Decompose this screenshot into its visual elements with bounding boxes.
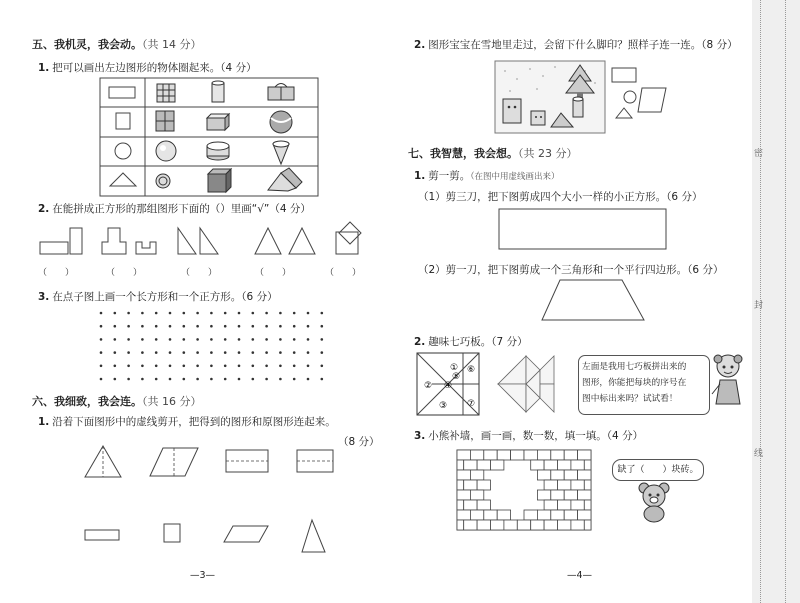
girl-speech-bubble: 左面是我用七巧板拼出来的 图形，你能把每块的序号在 图中标出来吗？试试看！: [578, 355, 710, 415]
grid-dot: [169, 351, 172, 354]
section-7-points: （共 23 分）: [518, 147, 578, 160]
wall-brick: [531, 460, 544, 470]
tent-prism-icon: [268, 168, 302, 191]
grid-dot: [196, 338, 199, 341]
wall-brick: [571, 460, 584, 470]
wall-brick: [578, 490, 591, 500]
wall-brick: [457, 500, 464, 510]
wall-brick: [457, 520, 464, 530]
tangram-fish-figure[interactable]: [496, 354, 558, 416]
grid-dot: [169, 338, 172, 341]
gutter-char-feng: 封: [754, 301, 764, 311]
wall-brick: [544, 480, 557, 490]
rubiks-cube-icon: [157, 84, 175, 102]
ball-icon: [270, 111, 292, 133]
tangram-label-1: ①: [450, 363, 459, 373]
grid-dot: [293, 312, 296, 315]
grid-dot: [100, 351, 103, 354]
wall-brick: [584, 460, 591, 470]
gutter-char-mi: 密: [754, 149, 764, 159]
grid-dot: [169, 325, 172, 328]
grid-dot: [155, 378, 158, 381]
footprint-shapes: [608, 64, 668, 126]
grid-dot: [196, 325, 199, 328]
tangram-square: [416, 352, 480, 416]
question-5-2: 2. 在能拼成正方形的那组图形下面的（）里画“√”（4 分）: [38, 203, 311, 215]
grid-dot: [127, 312, 130, 315]
question-6-1: 1. 沿着下面图形中的虚线剪开，把得到的图形和原图形连起来。: [38, 416, 336, 428]
grid-dot: [210, 325, 213, 328]
grid-dot: [141, 365, 144, 368]
wall-brick: [558, 500, 571, 510]
wall-brick: [584, 500, 591, 510]
grid-dot: [114, 365, 117, 368]
wall-brick: [558, 480, 571, 490]
tangram-label-4: ④: [444, 381, 453, 391]
grid-dot: [279, 378, 282, 381]
grid-dot: [196, 351, 199, 354]
wall-brick: [558, 460, 571, 470]
wall-brick: [578, 450, 591, 460]
box-icon: [207, 114, 229, 130]
grid-dot: [169, 365, 172, 368]
cube-character-icon: [531, 111, 545, 125]
grid-dot: [114, 338, 117, 341]
section-6-heading: [32, 393, 202, 409]
grid-dot: [114, 325, 117, 328]
grid-dot: [224, 325, 227, 328]
wall-brick: [571, 520, 584, 530]
grid-dot: [252, 338, 255, 341]
wall-brick: [564, 450, 577, 460]
wall-brick: [511, 450, 524, 460]
grid-dot: [307, 338, 310, 341]
grid-dot: [183, 365, 186, 368]
grid-dot: [127, 325, 130, 328]
cake-icon: [207, 142, 229, 160]
wall-brick: [491, 520, 504, 530]
grid-dot: [321, 312, 324, 315]
grid-dot: [321, 325, 324, 328]
wall-brick: [537, 510, 550, 520]
question-7-1-part-1: （1）剪三刀，把下图剪成四个大小一样的小正方形。（6 分）: [418, 191, 703, 203]
cylinder-character-icon: [573, 97, 583, 117]
wall-brick: [578, 470, 591, 480]
question-5-3: 3. 在点子图上画一个长方形和一个正方形。（6 分）: [38, 291, 278, 303]
grid-dot: [114, 312, 117, 315]
answer-paren-2[interactable]: （ ）: [106, 268, 143, 278]
wall-brick: [484, 510, 497, 520]
wall-brick: [477, 500, 490, 510]
wall-brick: [584, 480, 591, 490]
grid-dot: [293, 378, 296, 381]
wall-brick: [470, 470, 483, 480]
grid-dot: [183, 312, 186, 315]
square-composition-options: [40, 222, 370, 262]
grid-dot: [210, 351, 213, 354]
grid-dot: [224, 365, 227, 368]
wall-brick: [537, 470, 550, 480]
grid-dot: [100, 365, 103, 368]
wall-brick: [524, 450, 537, 460]
question-5-1: 1. 把可以画出左边图形的物体圈起来。（4 分）: [38, 62, 257, 74]
wall-brick: [531, 520, 544, 530]
grid-dot: [307, 351, 310, 354]
bear-character-icon: [636, 482, 672, 522]
wall-brick: [571, 480, 584, 490]
snow-scene-image: [495, 61, 607, 135]
wall-brick: [551, 490, 564, 500]
grid-dot: [293, 365, 296, 368]
gutter-char-xian: 线: [754, 449, 764, 459]
cut-shapes-pieces: [80, 518, 350, 558]
grid-dot: [183, 338, 186, 341]
grid-dot: [321, 378, 324, 381]
grid-dot: [321, 351, 324, 354]
wall-brick: [524, 510, 537, 520]
grid-dot: [196, 378, 199, 381]
grid-dot: [279, 365, 282, 368]
grid-dot: [169, 378, 172, 381]
grid-dot: [114, 378, 117, 381]
question-6-1-points: （8 分）: [338, 436, 380, 448]
wall-brick: [544, 500, 557, 510]
grid-dot: [307, 312, 310, 315]
wall-brick: [457, 450, 470, 460]
grid-dot: [252, 325, 255, 328]
grid-dot: [265, 365, 268, 368]
grid-dot: [265, 312, 268, 315]
tangram-label-7: ⑦: [467, 399, 476, 409]
grid-dot: [252, 351, 255, 354]
grid-dot: [114, 351, 117, 354]
answer-paren-6[interactable]: （ ）: [325, 268, 362, 278]
section-6-title: 六、我细致，我会连。: [32, 395, 142, 408]
wall-brick: [457, 490, 470, 500]
grid-dot: [196, 365, 199, 368]
grid-dot: [252, 312, 255, 315]
grid-dot: [238, 338, 241, 341]
wall-brick: [517, 520, 530, 530]
grid-dot: [127, 365, 130, 368]
bear-speech-bubble: [612, 459, 704, 481]
shape-object-grid: [100, 78, 320, 198]
tangram-label-3: ③: [439, 401, 448, 411]
grid-dot: [279, 338, 282, 341]
wall-brick: [564, 470, 577, 480]
grid-dot: [238, 312, 241, 315]
page-number-right: —4—: [567, 570, 593, 581]
grid-dot: [169, 312, 172, 315]
wall-brick: [464, 500, 477, 510]
wall-brick: [584, 520, 591, 530]
gift-cube-icon: [156, 111, 174, 131]
grid-dot: [293, 325, 296, 328]
wall-brick: [464, 520, 477, 530]
grid-dot: [155, 351, 158, 354]
grid-dot: [238, 365, 241, 368]
wall-brick: [544, 460, 557, 470]
brick-wall[interactable]: [456, 449, 592, 531]
grid-dot: [265, 338, 268, 341]
grid-dot: [141, 378, 144, 381]
grid-dot: [100, 338, 103, 341]
grid-dot: [127, 378, 130, 381]
grid-dot: [265, 351, 268, 354]
grid-dot: [224, 338, 227, 341]
grid-dot: [238, 351, 241, 354]
grid-dot: [238, 325, 241, 328]
dot-grid[interactable]: [98, 310, 333, 382]
wall-brick: [578, 510, 591, 520]
wall-brick: [477, 460, 490, 470]
rectangle-to-cut[interactable]: [498, 208, 668, 252]
section-5-heading: [32, 36, 202, 52]
grid-dot: [224, 312, 227, 315]
grid-dot: [279, 312, 282, 315]
grid-dot: [307, 378, 310, 381]
wall-brick: [457, 470, 470, 480]
grid-dot: [141, 325, 144, 328]
wall-brick: [504, 520, 517, 530]
grid-dot: [141, 351, 144, 354]
grid-dot: [196, 312, 199, 315]
binding-dotted-line-2: [785, 0, 786, 603]
wall-brick: [537, 450, 550, 460]
gift-box-icon: [268, 84, 294, 101]
coin-icon: [156, 174, 170, 188]
wall-brick: [457, 510, 470, 520]
grid-dot: [100, 325, 103, 328]
ice-cream-cone-icon: [273, 141, 289, 164]
grid-dot: [210, 378, 213, 381]
wall-brick: [470, 510, 483, 520]
question-7-1: 1. 剪一剪。（在图中用虚线画出来）: [414, 170, 560, 182]
wall-brick: [551, 450, 564, 460]
sphere-icon: [156, 141, 176, 161]
grid-dot: [293, 338, 296, 341]
tangram-label-5: ⑤: [452, 372, 461, 382]
grid-dot: [100, 312, 103, 315]
wall-brick: [470, 490, 483, 500]
grid-dot: [307, 365, 310, 368]
cylinder-can-icon: [212, 81, 224, 102]
answer-paren-3[interactable]: （ ）: [181, 268, 218, 278]
grid-dot: [210, 312, 213, 315]
wall-brick: [457, 480, 464, 490]
grid-dot: [321, 338, 324, 341]
grid-dot: [293, 351, 296, 354]
question-7-1-part-2: （2）剪一刀，把下图剪成一个三角形和一个平行四边形。（6 分）: [418, 264, 724, 276]
tangram-label-2: ②: [424, 381, 433, 391]
cube-icon: [208, 169, 231, 192]
wall-brick: [477, 520, 490, 530]
wall-brick: [564, 490, 577, 500]
wall-brick: [571, 500, 584, 510]
grid-dot: [155, 338, 158, 341]
grid-dot: [183, 325, 186, 328]
wall-brick: [484, 450, 497, 460]
wall-brick: [558, 520, 571, 530]
grid-dot: [265, 325, 268, 328]
section-5-points: （共 14 分）: [142, 38, 202, 51]
wall-brick: [544, 520, 557, 530]
grid-dot: [279, 351, 282, 354]
wall-brick: [464, 460, 477, 470]
cut-shapes-original: [70, 442, 350, 482]
tangram-label-6: ⑥: [467, 365, 476, 375]
missing-bricks-answer[interactable]: 缺了（ ）块砖。: [617, 465, 699, 475]
grid-dot: [155, 325, 158, 328]
grid-dot: [100, 378, 103, 381]
grid-dot: [321, 365, 324, 368]
wall-brick: [491, 460, 504, 470]
grid-dot: [265, 378, 268, 381]
girl-character-icon: [712, 350, 744, 412]
grid-dot: [279, 325, 282, 328]
wall-brick: [457, 460, 464, 470]
wall-brick: [470, 450, 483, 460]
question-6-2: 2. 图形宝宝在雪地里走过，会留下什么脚印？照样子连一连。（8 分）: [414, 39, 738, 51]
wall-brick: [537, 490, 550, 500]
section-5-title: 五、我机灵，我会动。: [32, 38, 142, 51]
grid-dot: [238, 378, 241, 381]
grid-dot: [141, 338, 144, 341]
grid-dot: [183, 378, 186, 381]
grid-dot: [224, 378, 227, 381]
answer-paren-1[interactable]: （ ）: [38, 268, 75, 278]
section-7-title: 七、我智慧，我会想。: [408, 147, 518, 160]
wall-brick: [551, 510, 564, 520]
wall-brick: [551, 470, 564, 480]
cuboid-character-icon: [503, 99, 521, 123]
grid-dot: [141, 312, 144, 315]
question-7-3: 3. 小熊补墙，画一画，数一数，填一填。（4 分）: [414, 430, 644, 442]
section-7-heading: [408, 145, 578, 161]
grid-dot: [252, 365, 255, 368]
grid-dot: [127, 351, 130, 354]
grid-dot: [127, 338, 130, 341]
section-6-points: （共 16 分）: [142, 395, 202, 408]
grid-dot: [155, 365, 158, 368]
page-number-left: —3—: [190, 570, 216, 581]
grid-dot: [210, 365, 213, 368]
grid-dot: [210, 338, 213, 341]
wall-brick: [477, 480, 490, 490]
answer-paren-4[interactable]: （ ）: [255, 268, 292, 278]
grid-dot: [224, 351, 227, 354]
wall-brick: [497, 450, 510, 460]
question-7-2: 2. 趣味七巧板。（7 分）: [414, 336, 528, 348]
grid-dot: [183, 351, 186, 354]
wall-brick: [464, 480, 477, 490]
wall-brick: [497, 510, 510, 520]
grid-dot: [155, 312, 158, 315]
trapezoid-to-cut[interactable]: [540, 278, 650, 324]
grid-dot: [307, 325, 310, 328]
grid-dot: [252, 378, 255, 381]
wall-brick: [564, 510, 577, 520]
